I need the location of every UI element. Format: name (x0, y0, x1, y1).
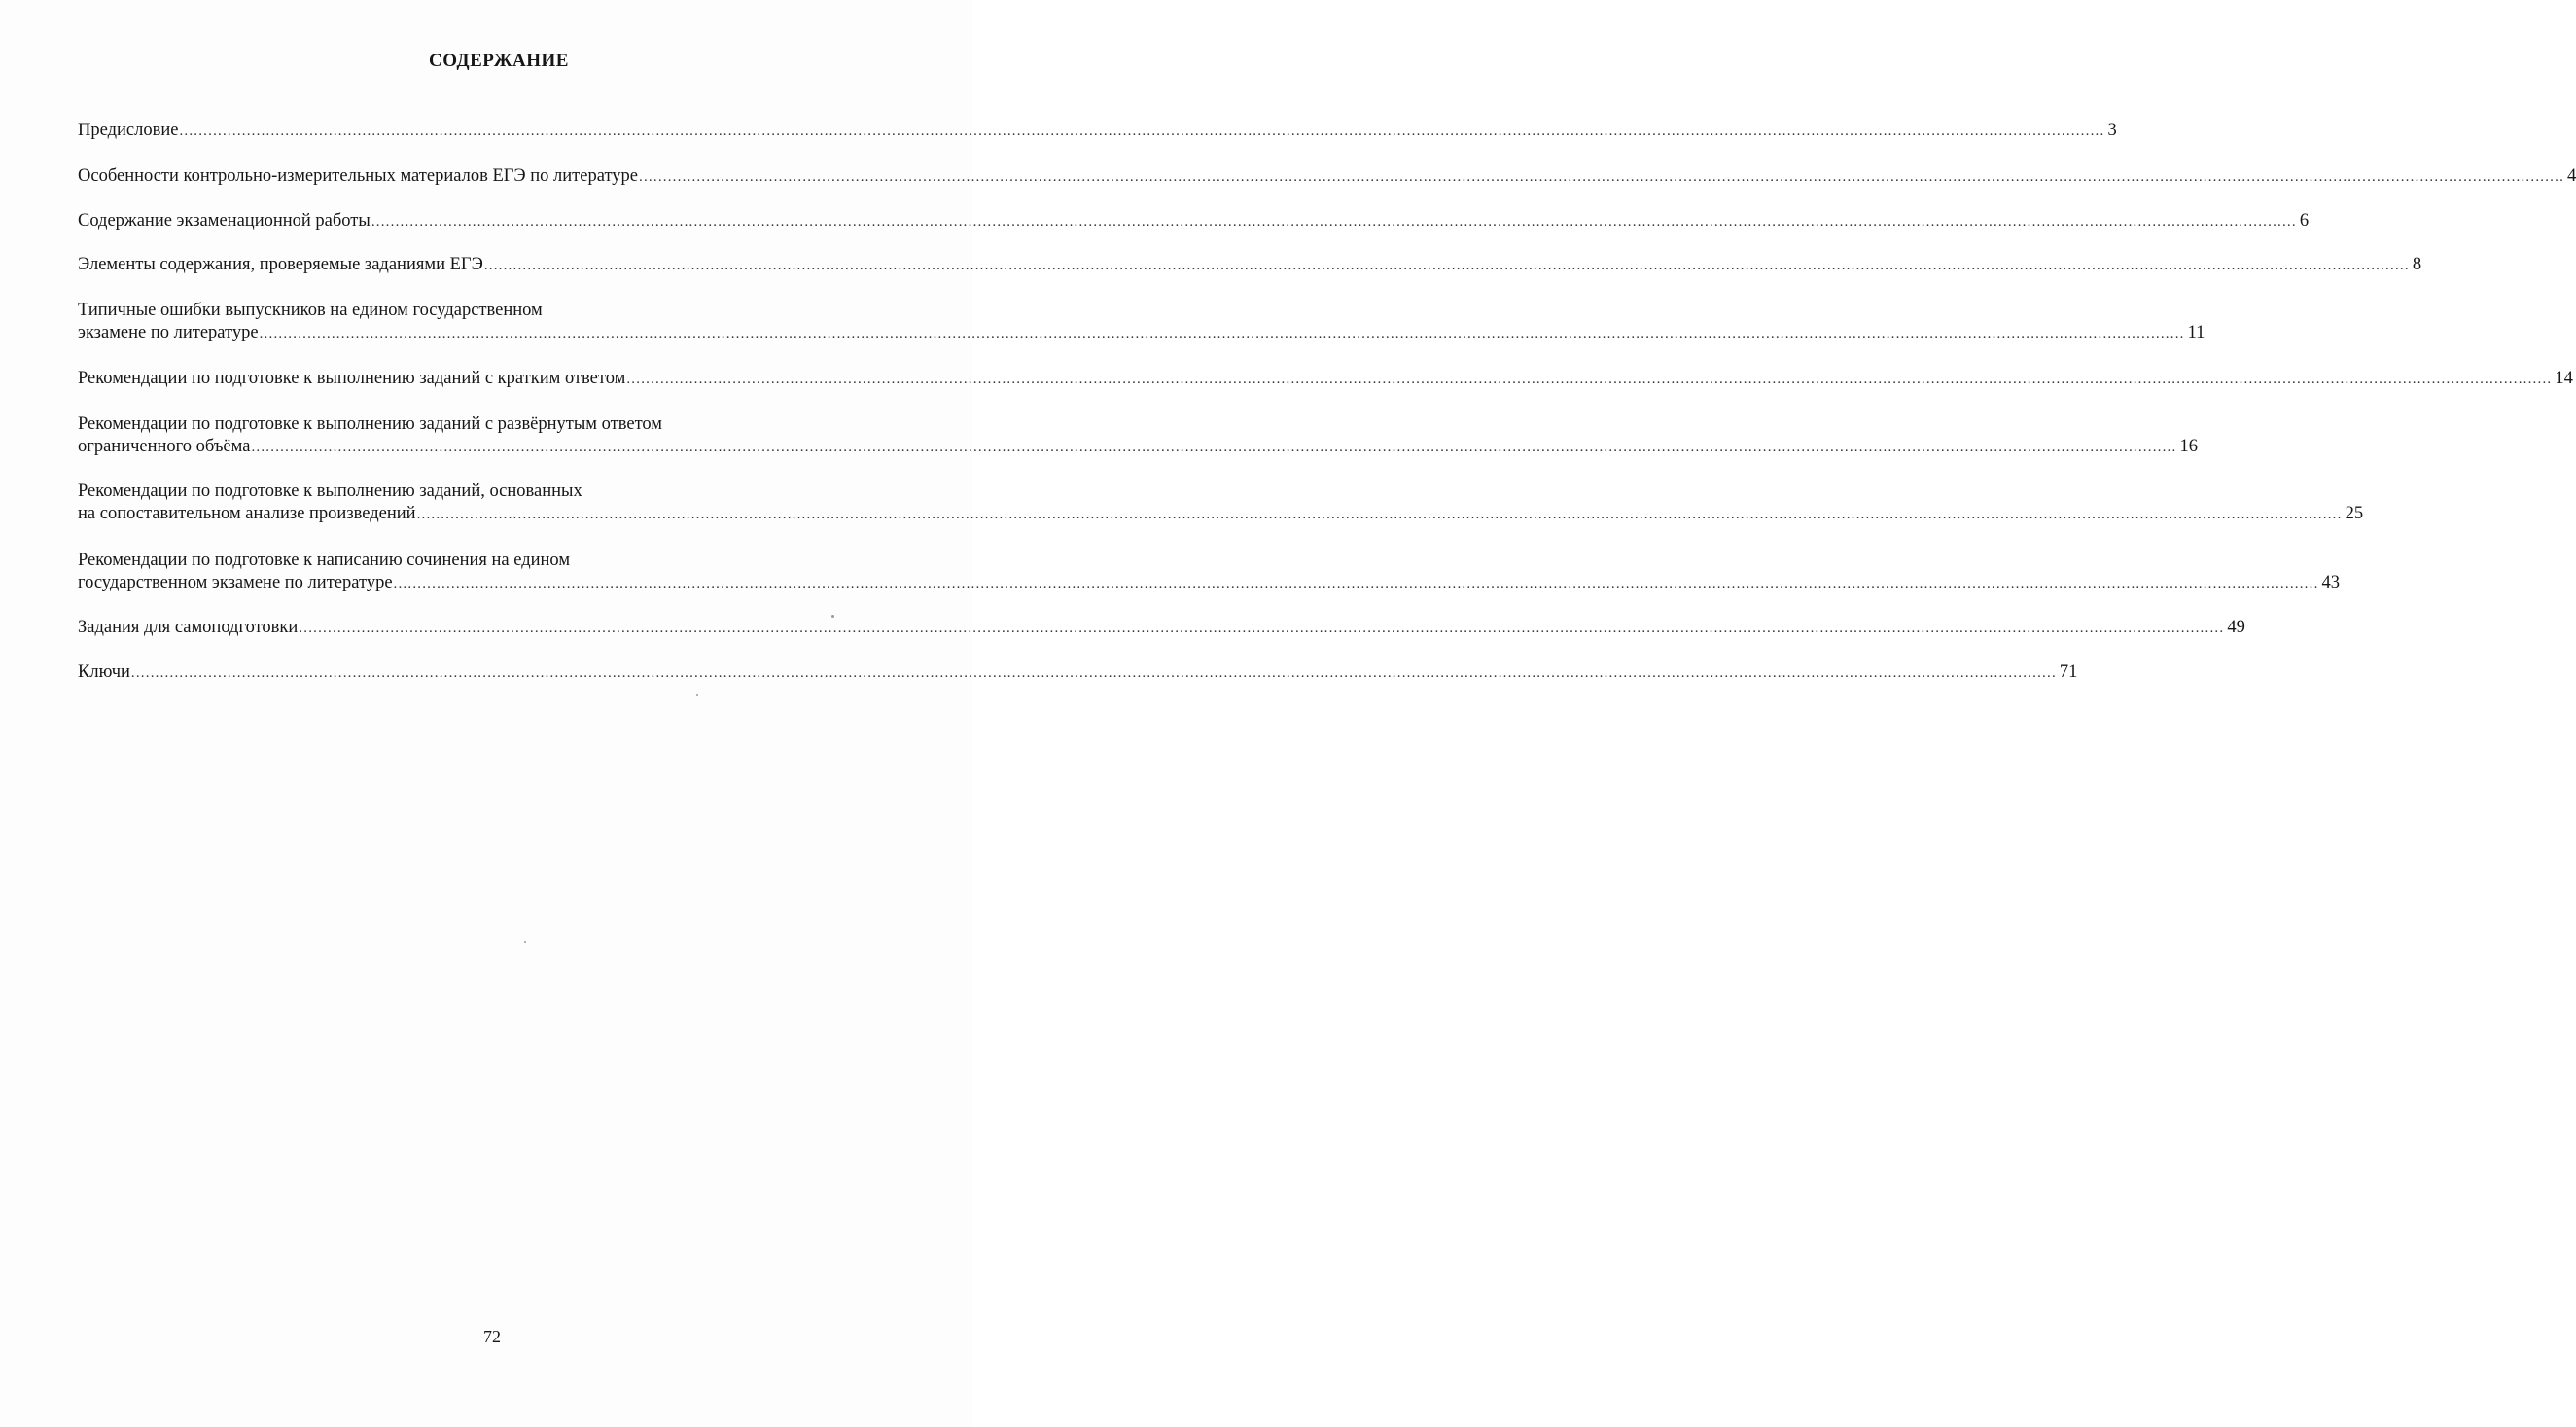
scan-speck (524, 941, 526, 943)
toc-dot-leader: ................................................................................................................................................................................................................................................................................................................................................................................................................ (371, 214, 2297, 230)
toc-dot-leader: ................................................................................................................................................................................................................................................................................................................................................................................................................ (416, 507, 2343, 522)
toc-entry-last-line (78, 210, 2310, 233)
toc-entry-title: Задания для самоподготовки (78, 618, 299, 637)
toc-entry-title: Рекомендации по подготовке к выполнению заданий с кратким ответом (78, 369, 626, 388)
toc-entry (78, 661, 2078, 685)
toc-entry (78, 413, 2198, 459)
toc-page-number: 8 (2412, 255, 2422, 274)
toc-entry-title: Предисловие (78, 121, 179, 140)
toc-dot-leader: ................................................................................................................................................................................................................................................................................................................................................................................................................ (483, 258, 2410, 273)
toc-page-number: 25 (2345, 504, 2364, 523)
toc-entry (78, 210, 2310, 233)
toc-entry-title-line: на сопоставительном анализе произведений (78, 504, 416, 523)
toc-entry-title-line: Типичные ошибки выпускников на едином государственном (78, 301, 543, 320)
toc-entry-last-line (78, 165, 2576, 189)
toc-entry-title-line: государственном экзамене по литературе (78, 573, 393, 592)
toc-entry-last-line (78, 617, 2245, 640)
toc-entry-last-line (78, 572, 2341, 595)
toc-entry-title: Ключи (78, 662, 130, 682)
toc-entry-title-line: Рекомендации по подготовке к выполнению заданий с развёрнутым ответом (78, 414, 663, 434)
toc-page-number: 14 (2555, 369, 2573, 388)
toc-dot-leader: ................................................................................................................................................................................................................................................................................................................................................................................................................ (130, 665, 2057, 681)
toc-entry (78, 165, 2576, 189)
page-title: СОДЕРЖАНИЕ (429, 51, 569, 71)
toc-entry (78, 368, 2573, 391)
toc-dot-leader: ................................................................................................................................................................................................................................................................................................................................................................................................................ (299, 621, 2225, 636)
toc-page-number: 3 (2107, 121, 2117, 140)
toc-entry (78, 254, 2422, 277)
toc-page-number: 6 (2299, 211, 2310, 231)
toc-entry-title: Содержание экзаменационной работы (78, 211, 371, 231)
toc-page-number: 49 (2227, 618, 2245, 637)
toc-dot-leader: ................................................................................................................................................................................................................................................................................................................................................................................................................ (251, 440, 2177, 455)
toc-entry (78, 120, 2117, 143)
toc-entry-last-line (78, 322, 2205, 345)
toc-entry-last-line (78, 368, 2573, 391)
scan-speck (831, 615, 834, 618)
toc-entry (78, 550, 2341, 595)
toc-dot-leader: ................................................................................................................................................................................................................................................................................................................................................................................................................ (393, 576, 2319, 591)
toc-dot-leader: ................................................................................................................................................................................................................................................................................................................................................................................................................ (179, 124, 2105, 139)
toc-dot-leader: ................................................................................................................................................................................................................................................................................................................................................................................................................ (639, 169, 2565, 185)
toc-entry (78, 617, 2245, 640)
page-number: 72 (483, 1327, 501, 1346)
toc-entry-last-line (78, 661, 2078, 685)
toc-dot-leader: ................................................................................................................................................................................................................................................................................................................................................................................................................ (259, 326, 2185, 341)
toc-entry-last-line (78, 503, 2364, 526)
toc-page-number: 16 (2179, 437, 2198, 456)
toc-dot-leader: ................................................................................................................................................................................................................................................................................................................................................................................................................ (626, 372, 2553, 387)
toc-entry-last-line (78, 436, 2198, 459)
toc-entry (78, 481, 2364, 526)
toc-entry (78, 300, 2205, 345)
toc-entry-title-line: ограниченного объёма (78, 437, 251, 456)
toc-entry-last-line (78, 120, 2117, 143)
toc-entry-last-line (78, 254, 2422, 277)
toc-entry-title-line: экзамене по литературе (78, 323, 259, 342)
toc-page-number: 71 (2059, 662, 2078, 682)
toc-page-number: 11 (2187, 323, 2205, 342)
toc-page-number: 43 (2321, 573, 2341, 592)
scan-speck (696, 694, 698, 696)
toc-entry-title: Элементы содержания, проверяемые заданиями ЕГЭ (78, 255, 483, 274)
toc-entry-title-line: Рекомендации по подготовке к выполнению заданий, основанных (78, 482, 582, 501)
toc-page-number: 4 (2567, 166, 2576, 186)
toc-entry-title: Особенности контрольно-измерительных материалов ЕГЭ по литературе (78, 166, 639, 186)
toc-entry-title-line: Рекомендации по подготовке к написанию сочинения на едином (78, 551, 571, 570)
